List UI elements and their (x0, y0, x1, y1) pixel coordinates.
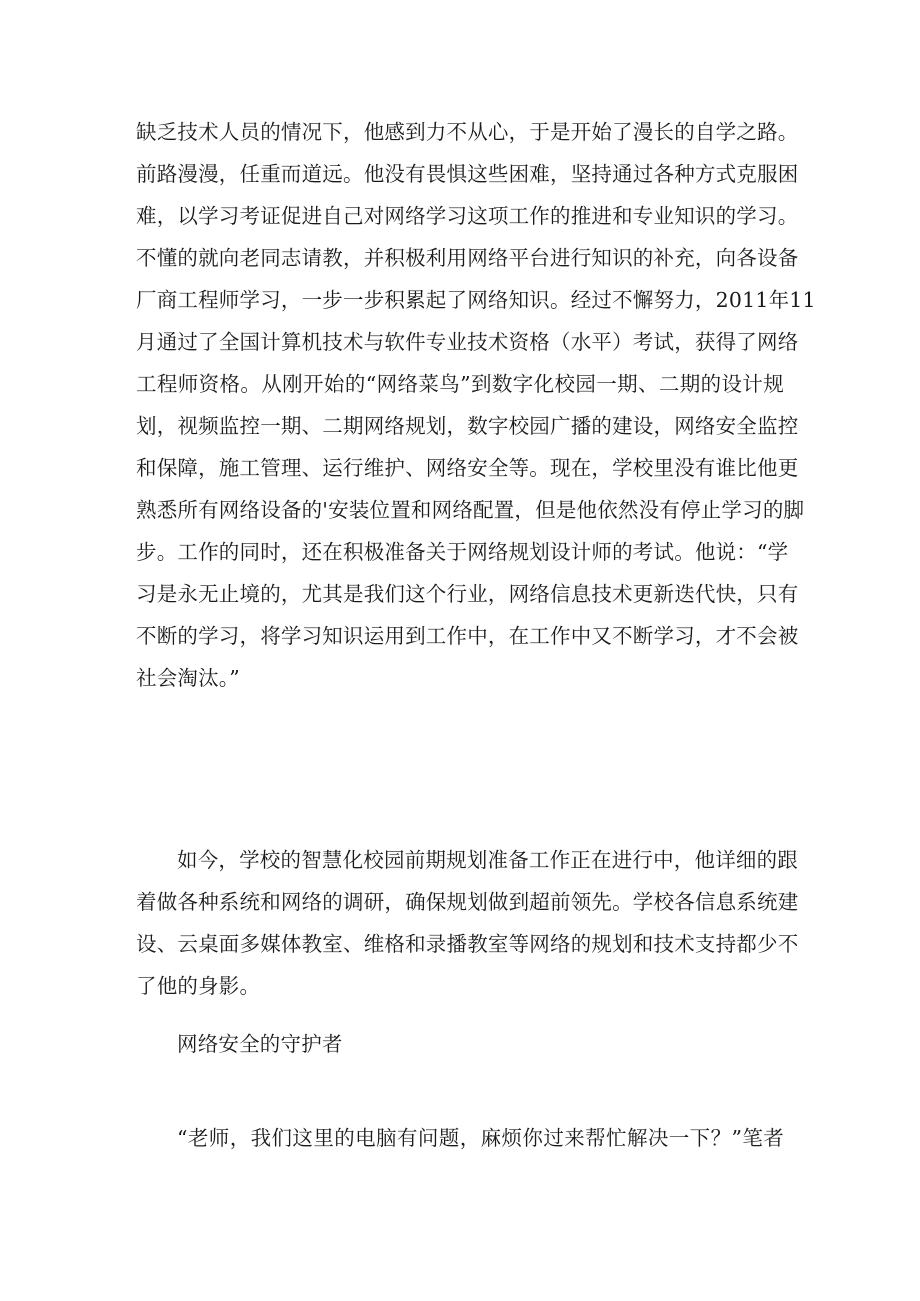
text-line: 如今，学校的智慧化校园前期规划准备工作正在进行中，他详细的跟 (177, 848, 798, 872)
text-line: 月通过了全国计算机技术与软件专业技术资格（水平）考试，获得了网络 (136, 330, 799, 354)
text-line: 和保障，施工管理、运行维护、网络安全等。现在，学校里没有谁比他更 (136, 456, 799, 480)
text-line: 难，以学习考证促进自己对网络学习这项工作的推进和专业知识的学习。 (136, 204, 799, 228)
paragraph-quote (136, 1117, 784, 1159)
text-line: 厂商工程师学习，一步一步积累起了网络知识。经过不懈努力，2011年11 (136, 288, 816, 312)
text-line: 习是永无止境的，尤其是我们这个行业，网络信息技术更新迭代快，只有 (136, 582, 799, 606)
text-line: 不懂的就向老同志请教，并积极利用网络平台进行知识的补充，向各设备 (136, 246, 799, 270)
text-line: 不断的学习，将学习知识运用到工作中，在工作中又不断学习，才不会被 (136, 624, 799, 648)
text-line: 着做各种系统和网络的调研，确保规划做到超前领先。学校各信息系统建 (136, 890, 799, 914)
text-line: 缺乏技术人员的情况下，他感到力不从心，于是开始了漫长的自学之路。 (136, 120, 799, 144)
text-line: 划，视频监控一期、二期网络规划，数字校园广播的建设，网络安全监控 (136, 414, 799, 438)
text-line: 前路漫漫，任重而道远。他没有畏惧这些困难，坚持通过各种方式克服困 (136, 162, 799, 186)
section-heading (136, 1023, 784, 1065)
section-heading-text: 网络安全的守护者 (177, 1032, 343, 1056)
paragraph-self-study (136, 111, 816, 699)
text-line: 社会淘汰。” (136, 666, 240, 690)
text-line: 设、云桌面多媒体教室、维格和录播教室等网络的规划和技术支持都少不 (136, 932, 799, 956)
text-line: 工程师资格。从刚开始的“网络菜鸟”到数字化校园一期、二期的设计规 (136, 372, 784, 396)
text-line: “老师，我们这里的电脑有问题，麻烦你过来帮忙解决一下？”笔者 (177, 1126, 784, 1150)
text-line: 熟悉所有网络设备的'安装位置和网络配置，但是他依然没有停止学习的脚 (136, 498, 805, 522)
text-line: 了他的身影。 (136, 974, 261, 998)
paragraph-smart-campus (136, 839, 799, 1007)
text-line: 步。工作的同时，还在积极准备关于网络规划设计师的考试。他说：“学 (136, 540, 789, 564)
